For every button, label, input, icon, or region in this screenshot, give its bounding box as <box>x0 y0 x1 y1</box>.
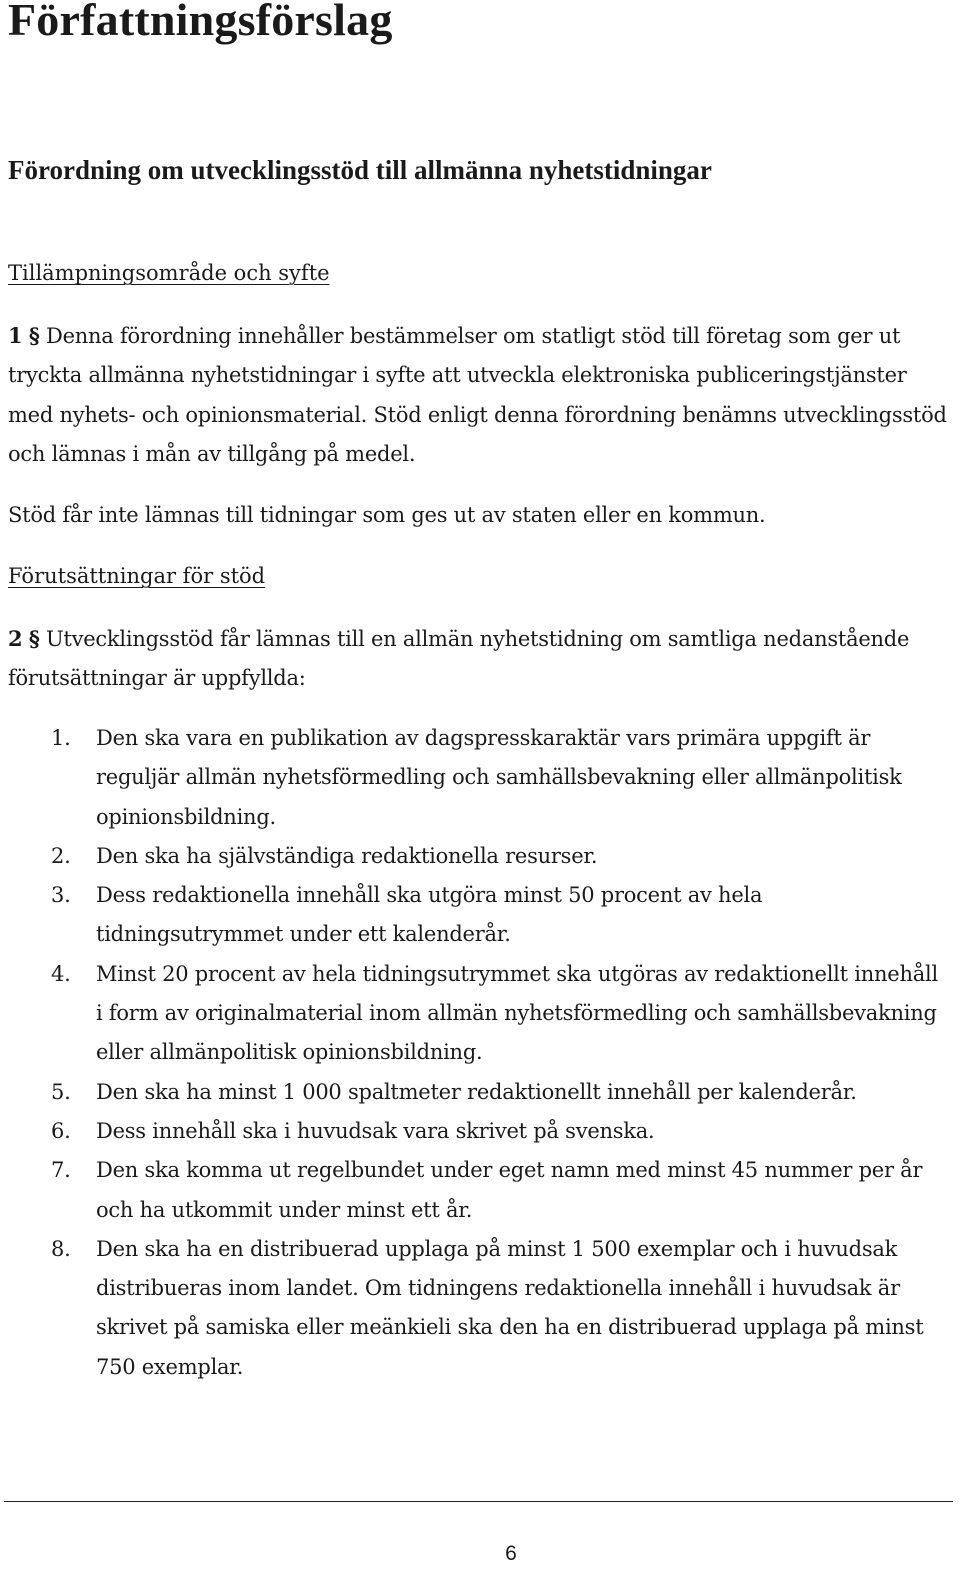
document-title: Förordning om utvecklingsstöd till allmänna nyhetstidningar <box>8 155 712 185</box>
requirement-text: Den ska komma ut regelbundet under eget namn med minst 45 nummer per år och ha utkommit under minst ett år. <box>96 1158 923 1222</box>
section-heading-scope: Tillämpningsområde och syfte <box>8 261 330 285</box>
requirement-item <box>0 1073 950 1112</box>
requirement-number: 2. <box>51 843 71 868</box>
requirement-number: 6. <box>51 1118 71 1143</box>
requirement-item <box>0 1230 950 1387</box>
requirement-item <box>0 876 950 955</box>
section-1-text: Denna förordning innehåller bestämmelser om statligt stöd till företag som ger ut tryckta allmänna nyhetstidningar i syfte att utveckla elektroniska publiceringstjänster med nyhets- och opinionsmaterial. Stöd enligt denna förordning benämns utvecklingsstöd och lämnas i mån av tillgång på medel. <box>8 324 947 466</box>
requirement-text: Den ska ha en distribuerad upplaga på minst 1 500 exemplar och i huvudsak distribueras inom landet. Om tidningens redaktionella innehåll i huvudsak är skrivet på samiska eller meänkieli ska den ha en distribuerad upplaga på minst 750 exemplar. <box>96 1236 924 1379</box>
requirement-item <box>0 719 950 837</box>
requirement-number: 8. <box>51 1236 71 1261</box>
section-1-second-paragraph: Stöd får inte lämnas till tidningar som ges ut av staten eller en kommun. <box>8 503 766 527</box>
section-number: 2 <box>8 626 23 651</box>
section-2-paragraph <box>8 619 948 699</box>
requirements-list <box>0 719 950 1387</box>
requirement-text: Dess innehåll ska i huvudsak vara skrivet på svenska. <box>96 1118 655 1143</box>
page-title: Författningsförslag <box>8 0 393 45</box>
requirement-number: 3. <box>51 883 71 908</box>
requirement-item <box>0 1151 950 1230</box>
requirement-text: Minst 20 procent av hela tidningsutrymmet ska utgöras av redaktionellt innehåll i form av originalmaterial inom allmän nyhetsförmedling och samhällsbevakning eller allmänpolitisk opinionsbildning. <box>96 961 938 1065</box>
page-number: 6 <box>505 1542 517 1565</box>
requirement-text: Dess redaktionella innehåll ska utgöra minst 50 procent av hela tidningsutrymmet under ett kalenderår. <box>96 883 763 947</box>
requirement-number: 4. <box>51 961 71 986</box>
requirement-item <box>0 955 950 1073</box>
requirement-number: 7. <box>51 1158 71 1183</box>
requirement-text: Den ska ha minst 1 000 spaltmeter redaktionellt innehåll per kalenderår. <box>96 1079 857 1104</box>
section-sign-icon: § <box>28 626 40 651</box>
requirement-text: Den ska vara en publikation av dagspresskaraktär vars primära uppgift är reguljär allmän nyhetsförmedling och samhällsbevakning eller allmänpolitisk opinionsbildning. <box>96 726 902 829</box>
footer-divider <box>4 1501 953 1502</box>
section-1-paragraph <box>8 316 948 474</box>
requirement-item <box>0 1112 950 1151</box>
section-heading-conditions: Förutsättningar för stöd <box>8 564 266 588</box>
requirement-number: 1. <box>51 726 71 750</box>
requirement-item <box>0 837 950 876</box>
requirement-number: 5. <box>51 1079 71 1104</box>
section-sign-icon: § <box>28 323 40 348</box>
section-2-text: Utvecklingsstöd får lämnas till en allmän nyhetstidning om samtliga nedanstående förutsättningar är uppfyllda: <box>8 627 910 691</box>
section-number: 1 <box>8 323 23 348</box>
requirement-text: Den ska ha självständiga redaktionella resurser. <box>96 843 598 868</box>
